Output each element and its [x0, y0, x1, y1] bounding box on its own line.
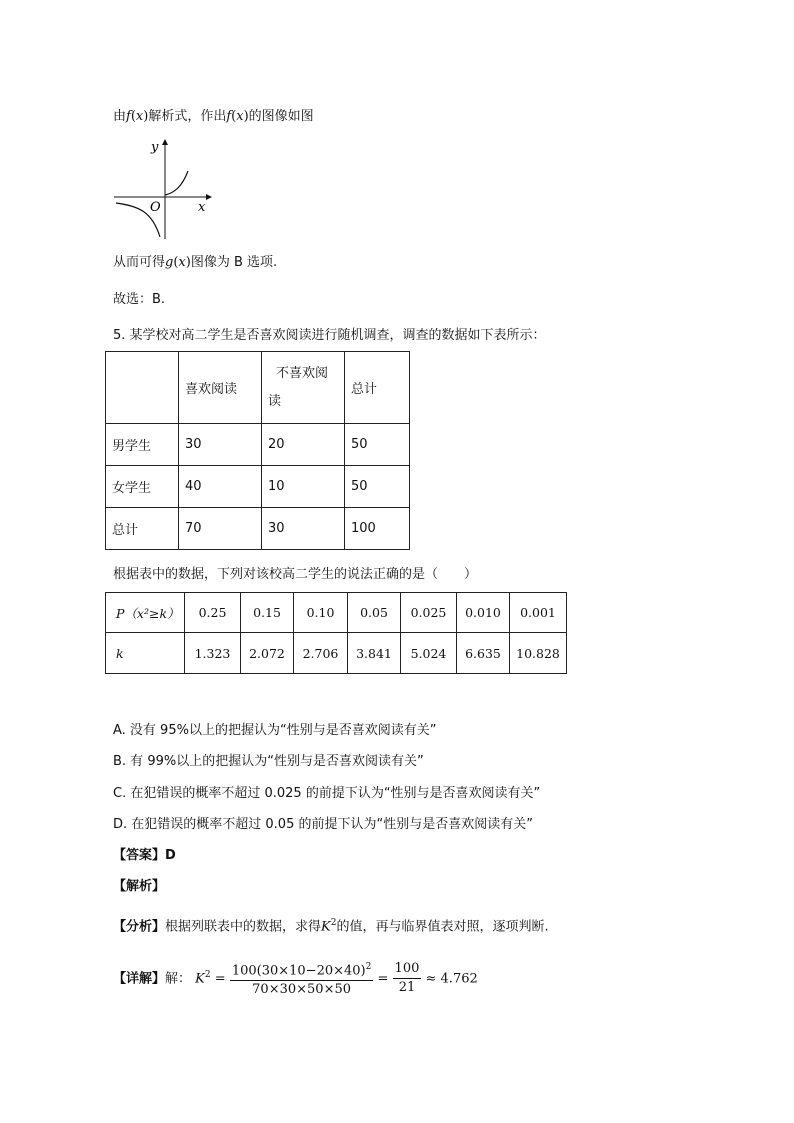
table-cell: 0.025: [401, 593, 457, 633]
intro-line: [113, 108, 314, 126]
choose-line: 故选：B.: [113, 292, 166, 307]
prompt-text: 根据表中的数据，下列对该校高二学生的说法正确的是（ ）: [113, 567, 478, 582]
fraction-main-numerator: [230, 958, 374, 981]
intro-mid: 解析式，作出: [148, 109, 227, 124]
table-row: [106, 633, 567, 674]
table-cell: 总计: [345, 352, 410, 424]
intro-paren-close-2: ): [243, 109, 249, 124]
option-d: D. 在犯错误的概率不超过 0.05 的前提下认为“性别与是否喜欢阅读有关”: [113, 817, 533, 832]
table-cell: [262, 352, 345, 424]
table-cell: 女学生: [106, 466, 179, 508]
table-cell: 喜欢阅读: [179, 352, 262, 424]
table-cell: 2.706: [294, 633, 348, 674]
fenxi-k-sup: 2: [330, 918, 337, 928]
curve-right: [165, 171, 188, 195]
detail-line: [113, 956, 478, 999]
table-row: [106, 424, 410, 466]
detail-eq-1: =: [214, 971, 226, 987]
table-cell: 70: [179, 508, 262, 550]
table-cell: 3.841: [348, 633, 401, 674]
table-cell: 0.001: [510, 593, 567, 633]
conclusion-post: 图像为 B 选项.: [190, 255, 278, 270]
header-part-1: 不喜欢阅: [276, 365, 329, 381]
analysis-label: 【解析】: [113, 879, 166, 894]
table-cell: [106, 352, 179, 424]
fraction-main: [230, 958, 374, 999]
table-cell: 0.05: [348, 593, 401, 633]
table-cell: 30: [262, 508, 345, 550]
fenxi-label: 【分析】: [113, 919, 166, 935]
detail-k-sup: 2: [204, 970, 211, 980]
table-row: [106, 466, 410, 508]
x-axis-label: x: [198, 200, 206, 215]
table-cell: k: [106, 633, 185, 674]
numerator-text: 100(30×10−20×40): [231, 963, 366, 979]
table-cell: 40: [179, 466, 262, 508]
table-cell: 0.25: [185, 593, 241, 633]
critical-value-table: [105, 592, 567, 674]
table-cell: 1.323: [185, 633, 241, 674]
numerator-sup: 2: [365, 962, 372, 973]
fraction-simplified: [393, 960, 422, 997]
intro-f1: f: [126, 109, 131, 124]
y-axis-arrow: [162, 139, 168, 145]
fraction-main-denominator: 70×30×50×50: [252, 982, 352, 998]
fraction-simplified-numerator: 100: [393, 960, 422, 979]
conclusion-g: g: [165, 255, 174, 270]
y-axis-label: y: [151, 140, 159, 155]
fenxi-k: K: [321, 919, 331, 935]
table-row: [106, 508, 410, 550]
option-b: B. 有 99%以上的把握认为“性别与是否喜欢阅读有关”: [113, 754, 424, 769]
table-cell: 30: [179, 424, 262, 466]
table-row: [106, 352, 410, 424]
table-cell: P（x²≥k）: [106, 593, 185, 633]
intro-pre: 由: [113, 109, 127, 124]
table-cell: 2.072: [241, 633, 294, 674]
table-cell: 50: [345, 424, 410, 466]
table-cell: 5.024: [401, 633, 457, 674]
detail-eq-2: =: [377, 971, 389, 987]
detail-pre: 解：: [165, 971, 192, 987]
question-text: 5. 某学校对高二学生是否喜欢阅读进行随机调查，调查的数据如下表所示：: [113, 328, 546, 343]
detail-k: K: [195, 971, 205, 987]
origin-label: O: [150, 200, 161, 215]
fenxi-post: 的值，再与临界值表对照，逐项判断.: [336, 919, 549, 935]
fenxi-line: [113, 914, 549, 936]
conclusion-paren-open: (: [173, 255, 179, 270]
intro-f2: f: [226, 109, 232, 124]
fenxi-pre: 根据列联表中的数据，求得: [165, 919, 322, 935]
answer-label: 【答案】D: [113, 848, 176, 863]
table-cell: 男学生: [106, 424, 179, 466]
detail-result: ≈ 4.762: [425, 971, 478, 987]
table-cell: 总计: [106, 508, 179, 550]
survey-table: [105, 351, 410, 550]
conclusion-line: [113, 254, 277, 272]
intro-paren-close: ): [143, 109, 149, 124]
option-a: A. 没有 95%以上的把握认为“性别与是否喜欢阅读有关”: [113, 723, 437, 738]
intro-paren-open-2: (: [231, 109, 237, 124]
conclusion-pre: 从而可得: [113, 255, 166, 270]
table-cell: 0.10: [294, 593, 348, 633]
table-cell: 100: [345, 508, 410, 550]
conclusion-x: x: [178, 255, 186, 270]
table-cell: 6.635: [457, 633, 510, 674]
detail-label: 【详解】: [113, 971, 166, 987]
option-c: C. 在犯错误的概率不超过 0.025 的前提下认为“性别与是否喜欢阅读有关”: [113, 786, 541, 801]
header-part-2: 读: [268, 393, 282, 409]
table-cell: 0.15: [241, 593, 294, 633]
x-axis-arrow: [206, 194, 212, 200]
function-graph: [110, 135, 220, 245]
intro-post: 的图像如图: [248, 109, 314, 124]
intro-x2: x: [236, 109, 244, 124]
table-cell: 10: [262, 466, 345, 508]
conclusion-paren-close: ): [185, 255, 191, 270]
intro-x1: x: [135, 109, 144, 124]
table-cell: 20: [262, 424, 345, 466]
intro-paren-open: (: [130, 109, 136, 124]
fraction-simplified-denominator: 21: [398, 980, 416, 996]
table-row: [106, 593, 567, 633]
table-cell: 10.828: [510, 633, 567, 674]
table-cell: 0.010: [457, 593, 510, 633]
table-cell: 50: [345, 466, 410, 508]
